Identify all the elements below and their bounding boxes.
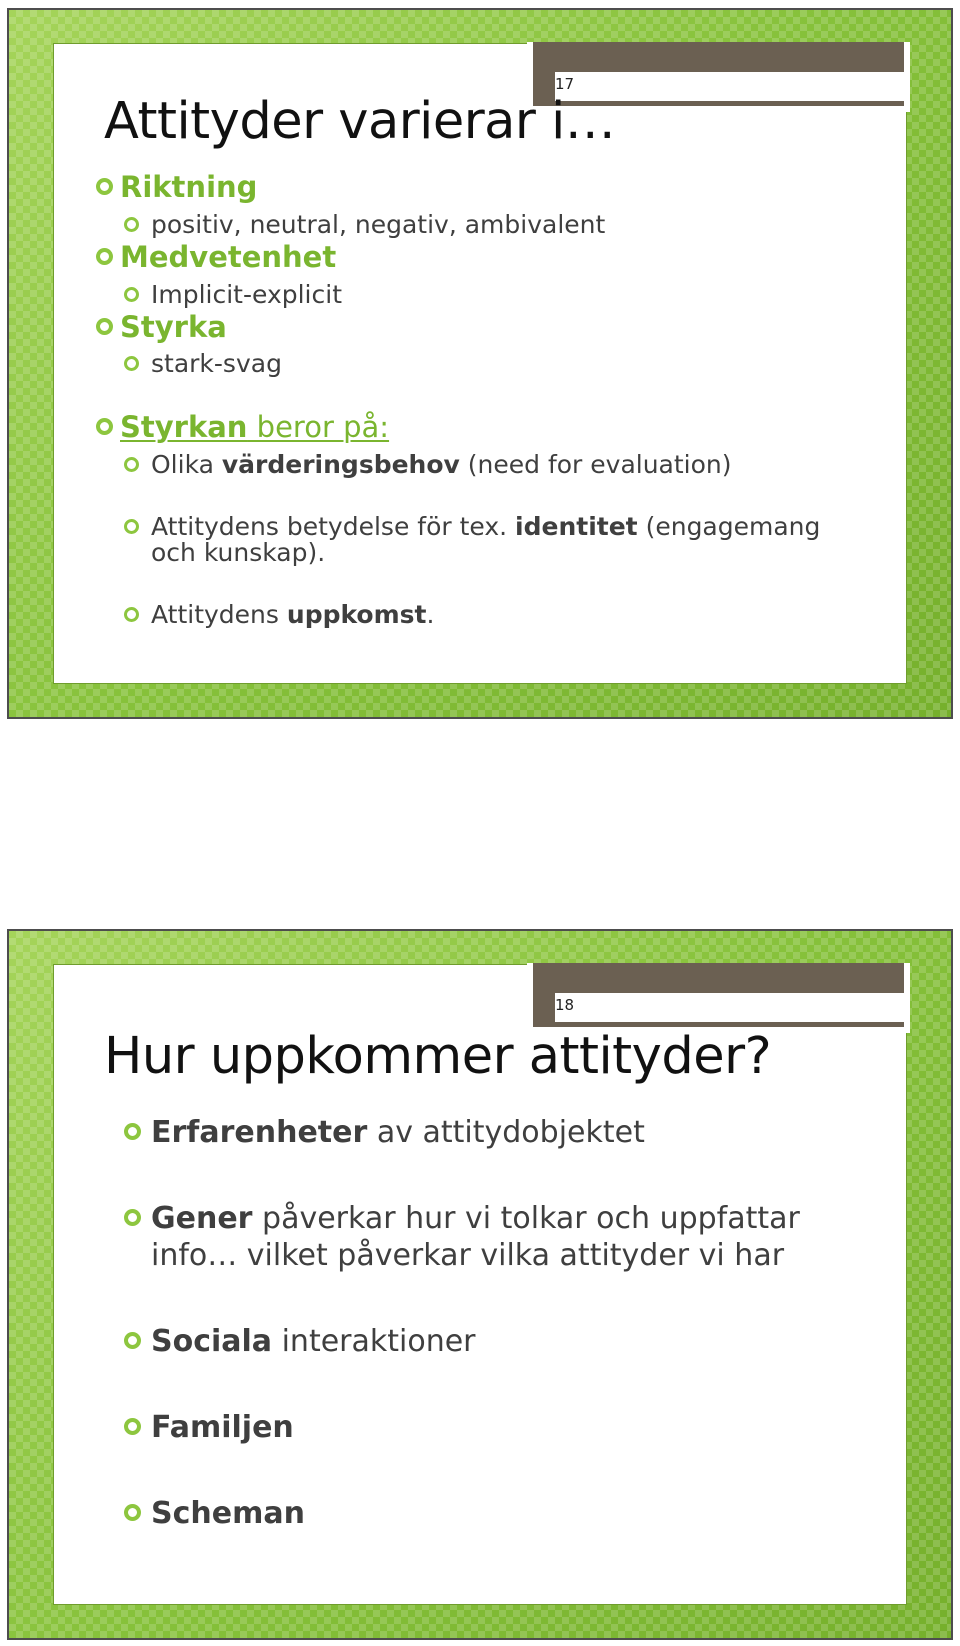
bullet-gener-cont: info… vilket påverkar vilka attityder vi har: [151, 1238, 785, 1273]
slide-18-content: [53, 964, 907, 1605]
bullet-uppkomst: Attitydens uppkomst.: [124, 600, 434, 629]
bullet-betydelse-cont: och kunskap).: [151, 538, 326, 567]
slide-number: 17: [555, 72, 910, 101]
bullet-riktning: Riktning: [96, 170, 257, 204]
bullet-icon: [96, 178, 113, 195]
slide-17: [7, 8, 953, 719]
bullet-icon: [124, 1332, 141, 1349]
bullet-styrka: Styrka: [96, 310, 227, 344]
bullet-styrka-sub: stark-svag: [124, 349, 282, 378]
bullet-riktning-sub: positiv, neutral, negativ, ambivalent: [124, 210, 605, 239]
bullet-icon: [96, 248, 113, 265]
bullet-icon: [124, 1123, 141, 1140]
bullet-scheman: Scheman: [124, 1496, 305, 1531]
bullet-icon: [124, 356, 139, 371]
slide-title: Attityder varierar i…: [104, 92, 616, 151]
bullet-icon: [124, 607, 139, 622]
bullet-icon: [124, 1209, 141, 1226]
bullet-styrkan: Styrkan beror på:: [96, 410, 389, 444]
bullet-sociala: Sociala interaktioner: [124, 1324, 476, 1359]
bullet-icon: [124, 287, 139, 302]
bullet-erfarenheter: Erfarenheter av attitydobjektet: [124, 1115, 645, 1150]
bullet-familjen: Familjen: [124, 1410, 294, 1445]
bullet-icon: [124, 1504, 141, 1521]
slide-title: Hur uppkommer attityder?: [104, 1027, 772, 1086]
bullet-medvetenhet-sub: Implicit-explicit: [124, 280, 342, 309]
bullet-icon: [124, 1418, 141, 1435]
bullet-betydelse: Attitydens betydelse för tex. identitet (engagemang: [124, 512, 820, 541]
bullet-varderingsbehov: Olika värderingsbehov (need for evaluation): [124, 450, 732, 479]
bullet-gener: Gener påverkar hur vi tolkar och uppfattar: [124, 1201, 800, 1236]
slide-17-content: [53, 43, 907, 684]
slide-number-tab: [527, 963, 910, 1033]
slide-18: [7, 929, 953, 1640]
slide-number: 18: [555, 993, 910, 1022]
bullet-icon: [124, 457, 139, 472]
bullet-icon: [124, 519, 139, 534]
bullet-icon: [124, 217, 139, 232]
bullet-icon: [96, 418, 113, 435]
bullet-icon: [96, 318, 113, 335]
bullet-medvetenhet: Medvetenhet: [96, 240, 336, 274]
